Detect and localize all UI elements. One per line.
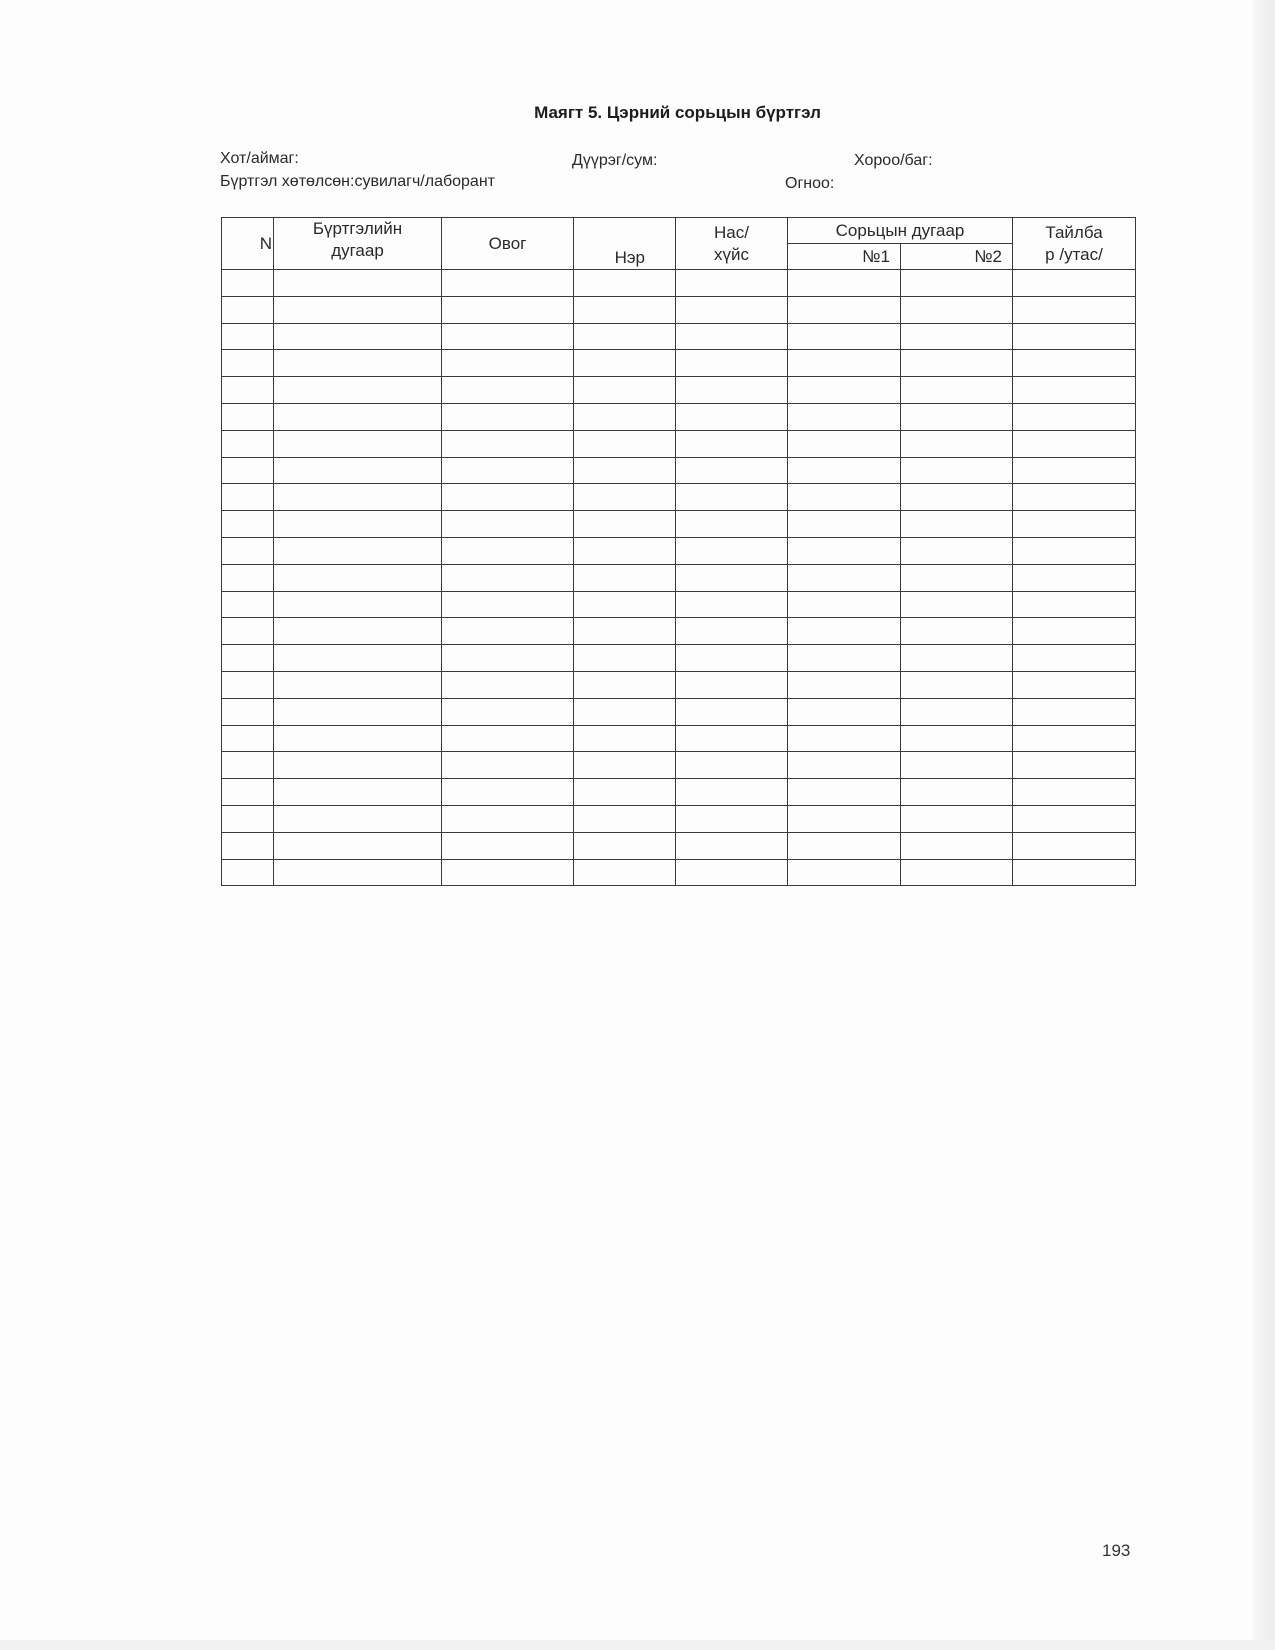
table-cell[interactable] [274,725,442,752]
table-cell[interactable] [222,564,274,591]
table-cell[interactable] [901,859,1013,886]
table-cell[interactable] [574,752,676,779]
table-cell[interactable] [1013,725,1136,752]
table-cell[interactable] [222,511,274,538]
table-cell[interactable] [1013,645,1136,672]
header-note [1013,218,1136,270]
table-row [222,645,1136,672]
table-cell[interactable] [676,403,788,430]
table-cell[interactable] [788,484,901,511]
table-cell[interactable] [274,591,442,618]
table-cell[interactable] [222,457,274,484]
khoroo-label: Хороо/баг: [854,152,933,169]
table-cell[interactable] [574,859,676,886]
header-surname: Овог [442,218,574,270]
city-label: Хот/аймаг: [220,150,299,167]
table-row [222,591,1136,618]
table-cell[interactable] [1013,296,1136,323]
header-note-line2: р /утас/ [1045,244,1103,264]
table-row [222,698,1136,725]
header-age-sex [676,218,788,270]
table-cell[interactable] [222,805,274,832]
table-cell[interactable] [1013,859,1136,886]
date-label: Огноо: [785,175,835,192]
table-cell[interactable] [676,270,788,297]
table-cell[interactable] [901,457,1013,484]
header-sample-number: Сорьцын дугаар [788,218,1013,244]
table-cell[interactable] [442,296,574,323]
table-cell[interactable] [788,645,901,672]
table-cell[interactable] [676,805,788,832]
table-cell[interactable] [1013,457,1136,484]
table-cell[interactable] [274,270,442,297]
table-cell[interactable] [222,859,274,886]
table-row [222,537,1136,564]
table-cell[interactable] [274,511,442,538]
table-cell[interactable] [442,270,574,297]
table-cell[interactable] [676,725,788,752]
header-age-line1: Нас/ [714,222,749,242]
table-cell[interactable] [676,591,788,618]
table-cell[interactable] [901,618,1013,645]
table-row [222,403,1136,430]
table-cell[interactable] [1013,537,1136,564]
table-cell[interactable] [222,430,274,457]
table-cell[interactable] [676,511,788,538]
table-cell[interactable] [1013,591,1136,618]
table-cell[interactable] [574,296,676,323]
table-cell[interactable] [274,430,442,457]
table-cell[interactable] [1013,430,1136,457]
table-cell[interactable] [1013,377,1136,404]
table-cell[interactable] [901,698,1013,725]
table-cell[interactable] [574,832,676,859]
table-cell[interactable] [901,537,1013,564]
table-cell[interactable] [676,377,788,404]
table-cell[interactable] [1013,832,1136,859]
table-cell[interactable] [676,671,788,698]
table-cell[interactable] [442,350,574,377]
table-cell[interactable] [901,323,1013,350]
table-cell[interactable] [274,377,442,404]
table-row [222,484,1136,511]
table-cell[interactable] [442,671,574,698]
header-age-line2: хүйс [714,244,749,264]
table-cell[interactable] [222,484,274,511]
table-cell[interactable] [676,832,788,859]
table-cell[interactable] [222,350,274,377]
table-cell[interactable] [442,752,574,779]
table-cell[interactable] [222,645,274,672]
table-cell[interactable] [442,323,574,350]
table-cell[interactable] [574,511,676,538]
table-row [222,270,1136,297]
table-cell[interactable] [222,832,274,859]
table-cell[interactable] [1013,671,1136,698]
table-cell[interactable] [574,484,676,511]
table-cell[interactable] [574,270,676,297]
table-cell[interactable] [442,779,574,806]
table-row [222,430,1136,457]
table-cell[interactable] [274,645,442,672]
table-cell[interactable] [222,537,274,564]
table-cell[interactable] [442,698,574,725]
table-cell[interactable] [442,859,574,886]
table-cell[interactable] [222,591,274,618]
table-row [222,377,1136,404]
table-cell[interactable] [574,537,676,564]
table-cell[interactable] [442,832,574,859]
header-n: N [222,218,274,270]
table-cell[interactable] [901,805,1013,832]
header-sample-2: №2 [901,244,1013,270]
table-cell[interactable] [676,698,788,725]
table-cell[interactable] [676,296,788,323]
table-row [222,457,1136,484]
table-cell[interactable] [788,725,901,752]
recorder-label: Бүртгэл хөтөлсөн:сувилагч/лаборант [220,173,495,190]
table-cell[interactable] [442,430,574,457]
table-cell[interactable] [1013,511,1136,538]
table-cell[interactable] [574,591,676,618]
table-row [222,725,1136,752]
table-cell[interactable] [676,484,788,511]
table-cell[interactable] [901,403,1013,430]
table-cell[interactable] [788,752,901,779]
table-cell[interactable] [676,645,788,672]
table-cell[interactable] [676,779,788,806]
table-cell[interactable] [222,779,274,806]
table-cell[interactable] [1013,698,1136,725]
table-cell[interactable] [1013,484,1136,511]
table-row [222,832,1136,859]
table-cell[interactable] [788,323,901,350]
table-row [222,859,1136,886]
table-cell[interactable] [676,323,788,350]
table-cell[interactable] [788,591,901,618]
table-cell[interactable] [1013,564,1136,591]
table-cell[interactable] [274,698,442,725]
header-registration-line2: дугаар [331,241,384,260]
header-registration-number [274,218,442,270]
table-row [222,752,1136,779]
table-cell[interactable] [574,618,676,645]
table-cell[interactable] [274,752,442,779]
table-cell[interactable] [442,805,574,832]
table-cell[interactable] [788,511,901,538]
table-cell[interactable] [222,296,274,323]
table-cell[interactable] [676,752,788,779]
table-cell[interactable] [788,350,901,377]
table-cell[interactable] [442,645,574,672]
table-cell[interactable] [222,671,274,698]
table-cell[interactable] [901,645,1013,672]
table-cell[interactable] [901,296,1013,323]
table-row [222,671,1136,698]
table-cell[interactable] [442,725,574,752]
header-name: Нэр [574,218,676,270]
table-cell[interactable] [1013,618,1136,645]
table-cell[interactable] [274,484,442,511]
table-cell[interactable] [442,484,574,511]
table-cell[interactable] [1013,323,1136,350]
table-cell[interactable] [676,859,788,886]
district-label: Дүүрэг/сум: [572,152,658,169]
table-cell[interactable] [788,805,901,832]
table-cell[interactable] [274,564,442,591]
table-cell[interactable] [274,403,442,430]
table-cell[interactable] [574,805,676,832]
table-cell[interactable] [788,859,901,886]
table-cell[interactable] [676,618,788,645]
table-cell[interactable] [442,591,574,618]
table-cell[interactable] [274,779,442,806]
table-cell[interactable] [442,403,574,430]
table-cell[interactable] [222,377,274,404]
table-cell[interactable] [274,832,442,859]
table-row [222,779,1136,806]
sample-register-table [221,217,1136,886]
table-cell[interactable] [442,537,574,564]
table-cell[interactable] [676,537,788,564]
table-cell[interactable] [1013,350,1136,377]
table-cell[interactable] [676,430,788,457]
table-cell[interactable] [442,511,574,538]
table-cell[interactable] [574,645,676,672]
table-cell[interactable] [274,671,442,698]
table-cell[interactable] [442,457,574,484]
table-cell[interactable] [574,564,676,591]
page-number: 193 [1102,1541,1131,1560]
table-cell[interactable] [574,430,676,457]
table-cell[interactable] [222,618,274,645]
table-cell[interactable] [222,698,274,725]
table-cell[interactable] [574,671,676,698]
table-cell[interactable] [574,377,676,404]
table-cell[interactable] [222,323,274,350]
table-cell[interactable] [274,296,442,323]
table-cell[interactable] [788,403,901,430]
table-cell[interactable] [901,350,1013,377]
table-cell[interactable] [222,403,274,430]
table-cell[interactable] [222,725,274,752]
table-cell[interactable] [901,511,1013,538]
table-cell[interactable] [274,859,442,886]
table-cell[interactable] [788,698,901,725]
table-cell[interactable] [574,457,676,484]
table-cell[interactable] [901,377,1013,404]
table-cell[interactable] [1013,403,1136,430]
table-cell[interactable] [574,725,676,752]
table-cell[interactable] [574,350,676,377]
table-cell[interactable] [901,430,1013,457]
header-sample-1: №1 [788,244,901,270]
scan-edge-right [1253,0,1275,1650]
table-cell[interactable] [788,832,901,859]
table-cell[interactable] [788,270,901,297]
table-cell[interactable] [574,779,676,806]
table-cell[interactable] [676,350,788,377]
table-cell[interactable] [788,457,901,484]
table-cell[interactable] [901,752,1013,779]
table-row [222,564,1136,591]
table-cell[interactable] [676,457,788,484]
table-cell[interactable] [222,270,274,297]
table-cell[interactable] [274,537,442,564]
table-cell[interactable] [788,296,901,323]
table-row [222,323,1136,350]
table-cell[interactable] [901,832,1013,859]
form-title: Маягт 5. Цэрний сорьцын бүртгэл [534,103,821,122]
table-cell[interactable] [901,270,1013,297]
table-body [222,270,1136,886]
table-cell[interactable] [788,377,901,404]
table-cell[interactable] [442,564,574,591]
table-cell[interactable] [788,779,901,806]
header-registration-line1: Бүртгэлийн [312,219,403,238]
scan-edge-bottom [0,1640,1275,1650]
table-cell[interactable] [274,457,442,484]
table-row [222,511,1136,538]
table-cell[interactable] [788,671,901,698]
table-cell[interactable] [1013,779,1136,806]
table-cell[interactable] [442,618,574,645]
table-cell[interactable] [901,484,1013,511]
table-row [222,296,1136,323]
table-cell[interactable] [1013,805,1136,832]
table-cell[interactable] [574,323,676,350]
table-cell[interactable] [274,350,442,377]
table-cell[interactable] [901,779,1013,806]
table-row [222,618,1136,645]
table-cell[interactable] [222,752,274,779]
table-cell[interactable] [442,377,574,404]
table-cell[interactable] [788,618,901,645]
table-cell[interactable] [574,698,676,725]
table-cell[interactable] [274,805,442,832]
table-cell[interactable] [901,591,1013,618]
table-cell[interactable] [574,403,676,430]
table-cell[interactable] [788,430,901,457]
header-note-line1: Тайлба [1045,222,1103,242]
table-cell[interactable] [676,564,788,591]
table-cell[interactable] [274,323,442,350]
table-cell[interactable] [901,725,1013,752]
table-cell[interactable] [788,537,901,564]
table-cell[interactable] [901,671,1013,698]
table-row [222,805,1136,832]
table-cell[interactable] [1013,752,1136,779]
table-cell[interactable] [901,564,1013,591]
table-cell[interactable] [1013,270,1136,297]
table-cell[interactable] [788,564,901,591]
table-row [222,350,1136,377]
table-cell[interactable] [274,618,442,645]
